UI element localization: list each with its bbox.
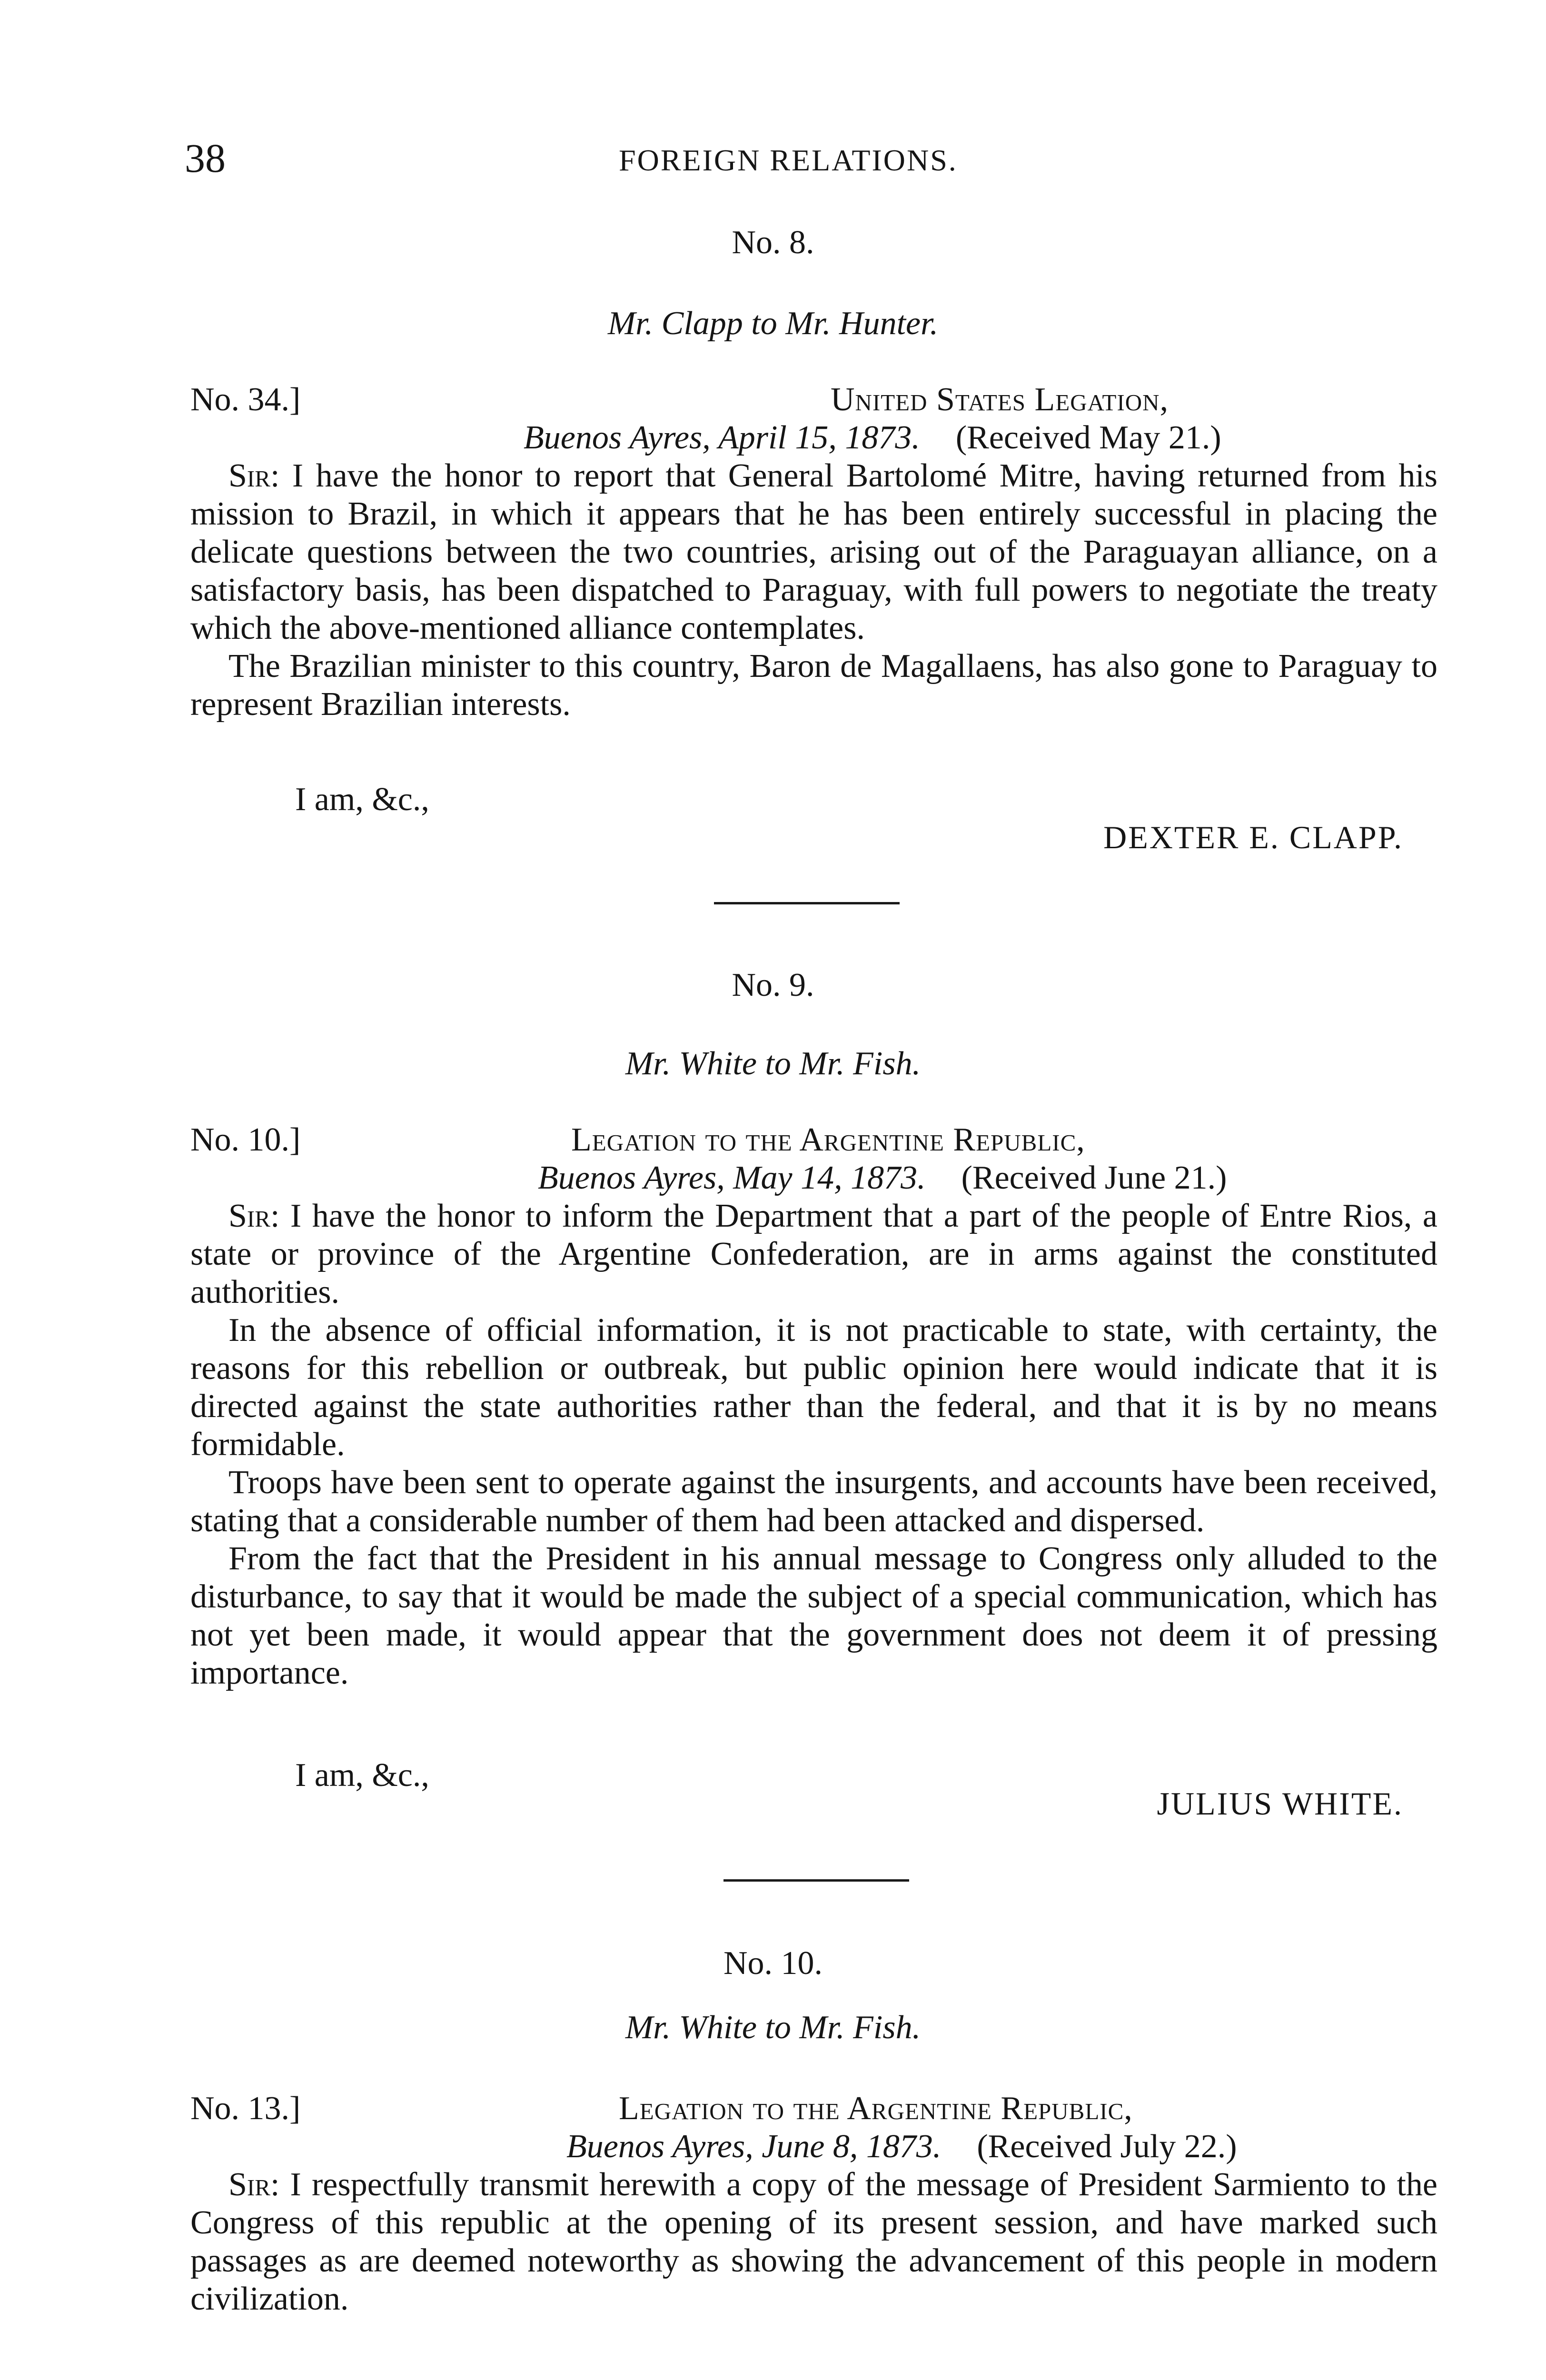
document-number: No. 10. [723, 1945, 823, 1982]
legation-heading: Legation to the Argentine Republic, [619, 2090, 1133, 2127]
place-date: Buenos Ayres, April 15, 1873. [524, 419, 920, 456]
paragraph-text: : I respectfully transmit herewith a copy of the message of President Sarmiento to the Congress of this republic at the opening of its present session, and have marked such passages as are deemed noteworthy as showing the advancement of this people in modern civilization. [190, 2166, 1437, 2317]
separator-rule [723, 1879, 909, 1882]
signature: DEXTER E. CLAPP. [1103, 819, 1403, 855]
letter-body [190, 457, 1437, 724]
paragraph-text: : I have the honor to inform the Department that a part of the people of Entre Rios, a state or province of the Argentine Confederation, are in arms against the constituted authorities. [190, 1198, 1437, 1310]
letter-body [190, 2166, 1437, 2318]
legation-heading: Legation to the Argentine Republic, [571, 1121, 1085, 1158]
received-date: (Received May 21.) [955, 419, 1221, 456]
correspondents: Mr. White to Mr. Fish. [625, 2009, 921, 2046]
legation-heading: United States Legation, [831, 381, 1169, 418]
salutation: Sir [228, 457, 270, 494]
place-date: Buenos Ayres, May 14, 1873. [538, 1160, 926, 1196]
dateline [566, 2128, 1237, 2166]
received-date: (Received July 22.) [977, 2128, 1237, 2165]
salutation: Sir [228, 2166, 270, 2203]
paragraph: In the absence of official information, it is not practicable to state, with certainty, the reasons for this rebellion or outbreak, but public opinion here would indicate that it is directed against the state authorities rather than the federal, and that it is by no means formidable. [190, 1312, 1437, 1463]
closing: I am, &c., [295, 781, 429, 818]
dispatch-number: No. 13.] [190, 2090, 301, 2127]
dateline [538, 1159, 1227, 1197]
page-number: 38 [185, 135, 226, 181]
paragraph [190, 1197, 1437, 1311]
closing: I am, &c., [295, 1757, 429, 1794]
letter-body [190, 1197, 1437, 1692]
dispatch-number: No. 10.] [190, 1121, 301, 1158]
running-title: FOREIGN RELATIONS. [619, 143, 958, 177]
paragraph: From the fact that the President in his annual message to Congress only alluded to the disturbance, to say that it would be made the subject of a special communication, which has not yet been made, it would appear that the government does not deem it of pressing importance. [190, 1540, 1437, 1691]
dateline [524, 419, 1221, 457]
signature: JULIUS WHITE. [1157, 1785, 1403, 1822]
paragraph [190, 457, 1437, 647]
paragraph-text: : I have the honor to report that General Bartolomé Mitre, having returned from his mission to Brazil, in which it appears that he has been entirely successful in placing the delicate questions between the two countries, arising out of the Paraguayan alliance, on a satisfactory basis, has been dispatched to Paraguay, with full powers to negotiate the treaty which the above-mentioned alliance contemplates. [190, 457, 1437, 646]
dispatch-number: No. 34.] [190, 381, 301, 418]
paragraph [190, 2166, 1437, 2318]
correspondents: Mr. White to Mr. Fish. [625, 1045, 921, 1082]
document-number: No. 8. [732, 224, 814, 261]
place-date: Buenos Ayres, June 8, 1873. [566, 2128, 941, 2165]
document-number: No. 9. [732, 967, 814, 1003]
paragraph: Troops have been sent to operate against the insurgents, and accounts have been received, stating that a considerable number of them had been attacked and dispersed. [190, 1464, 1437, 1539]
paragraph: The Brazilian minister to this country, Baron de Magallaens, has also gone to Paraguay to represent Brazilian interests. [190, 648, 1437, 723]
salutation: Sir [228, 1198, 270, 1234]
correspondents: Mr. Clapp to Mr. Hunter. [607, 305, 939, 342]
separator-rule [714, 902, 900, 904]
received-date: (Received June 21.) [961, 1160, 1227, 1196]
